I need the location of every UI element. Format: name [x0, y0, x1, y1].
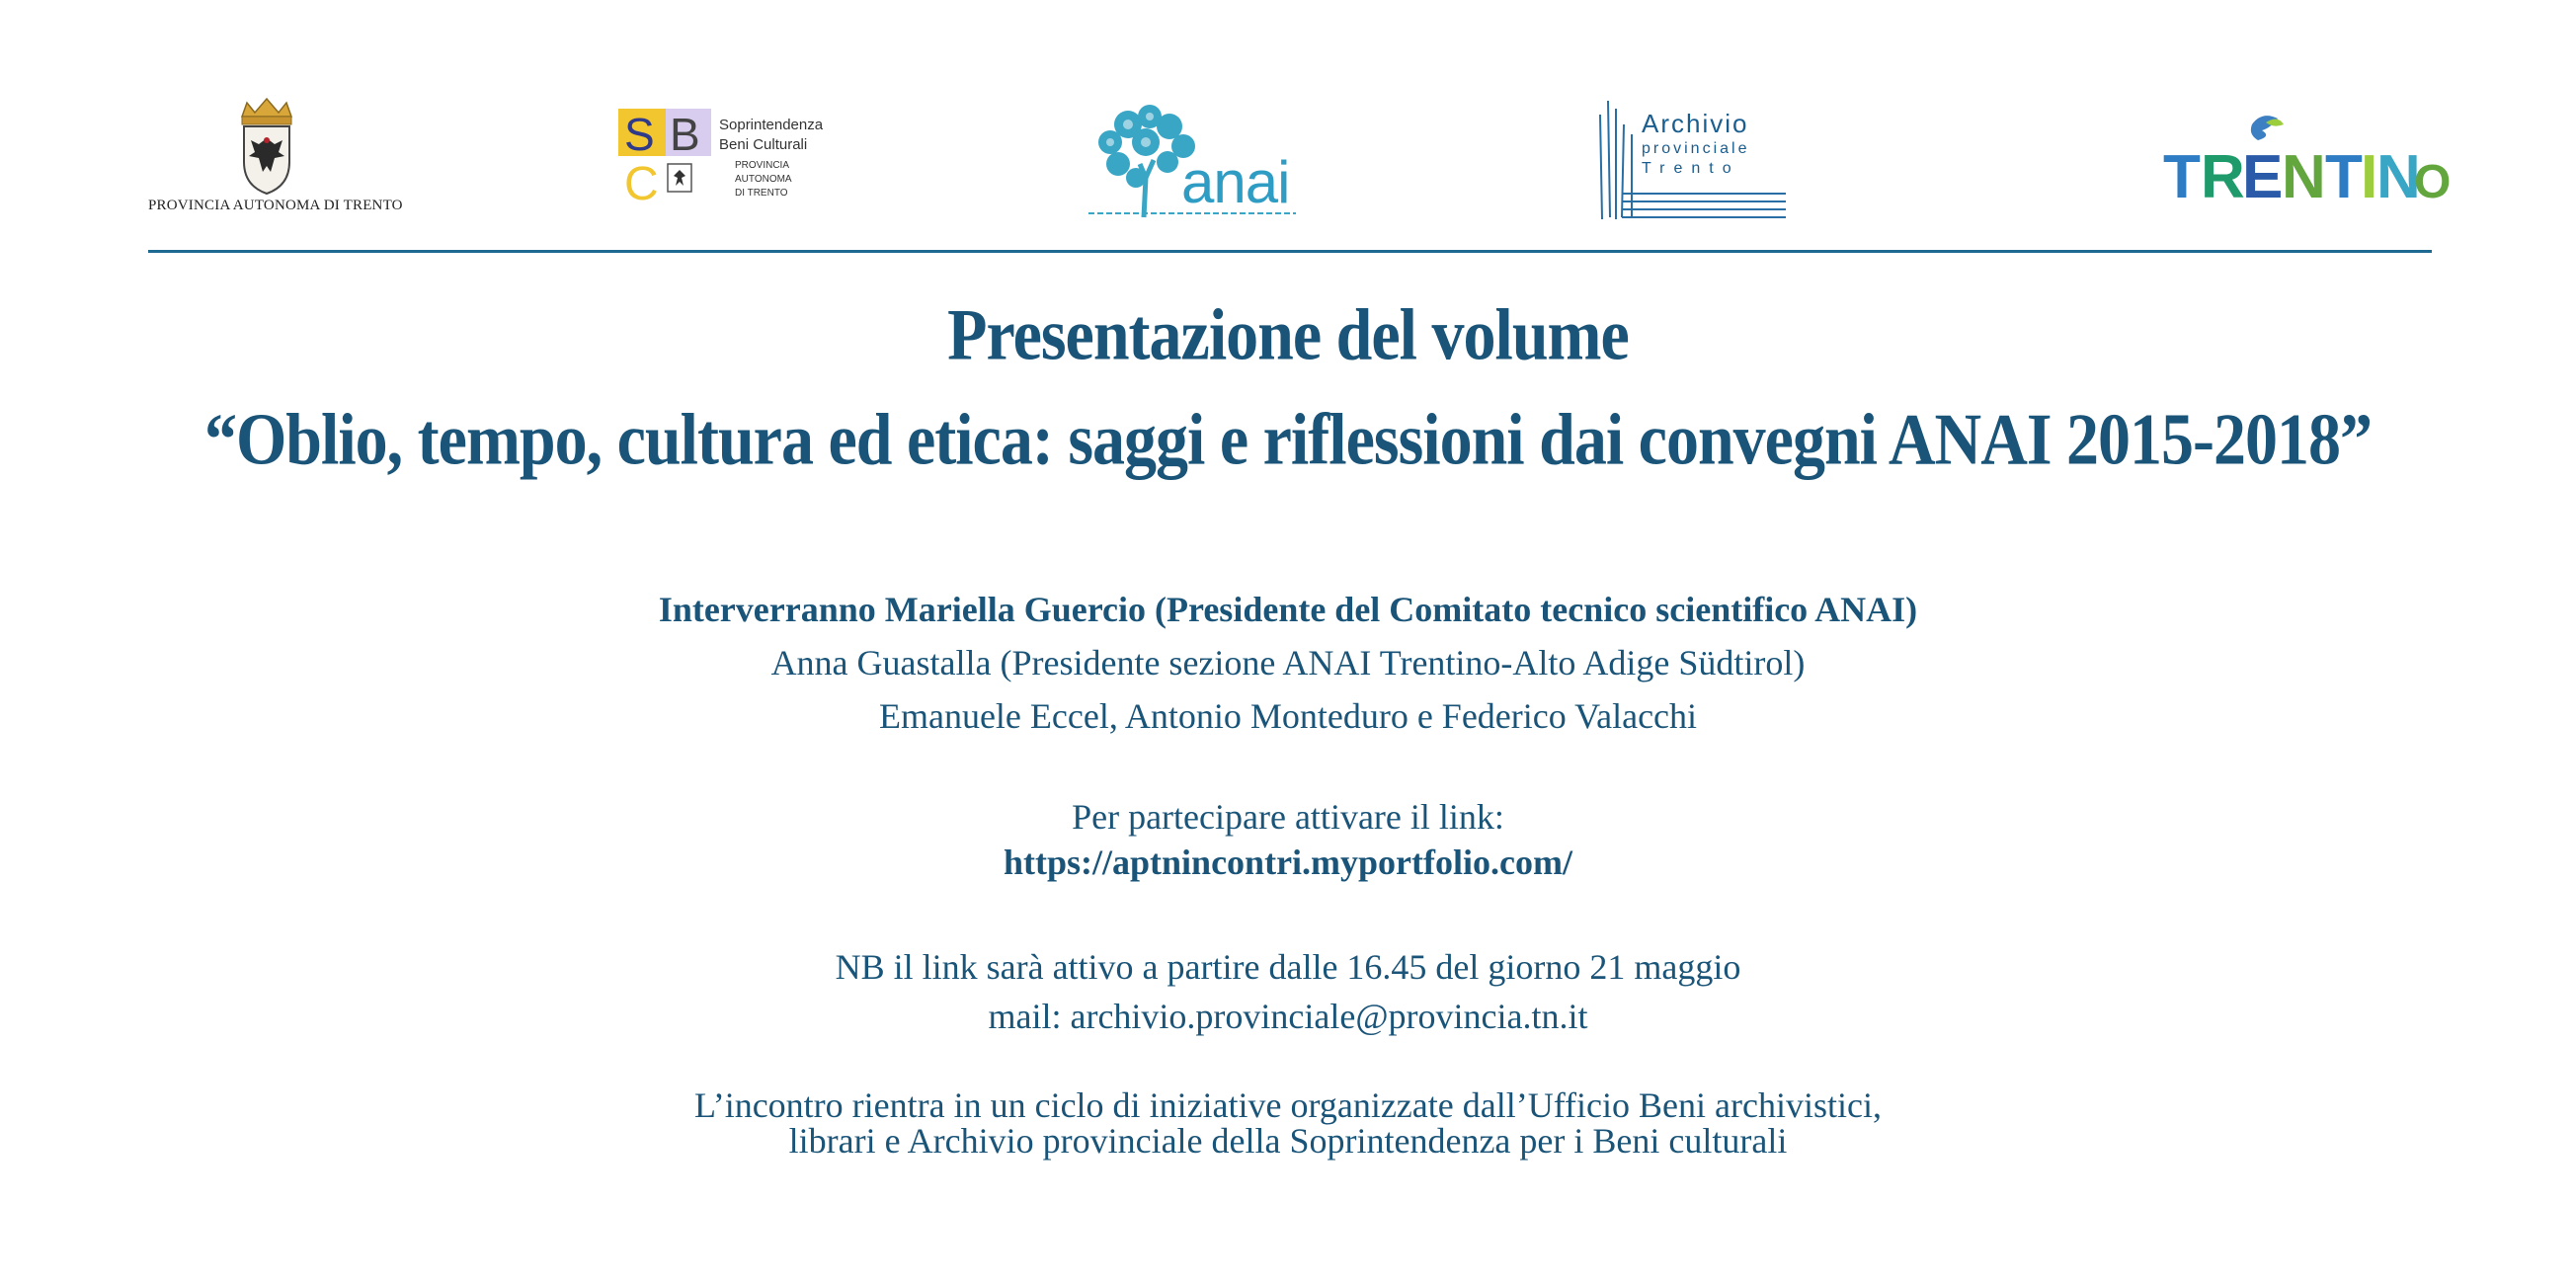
- sbc-sub1: PROVINCIA: [735, 160, 790, 171]
- archivio-line1: Archivio: [1642, 109, 1749, 138]
- butterfly-icon: [2163, 111, 2452, 211]
- coat-of-arms-icon: [148, 97, 385, 196]
- sbc-sub2: AUTONOMA: [735, 174, 792, 185]
- footer-line2: librari e Archivio provinciale della Soprintendenza per i Beni culturali: [788, 1121, 1788, 1161]
- archivio-line2: provinciale: [1642, 140, 1750, 157]
- participation-link[interactable]: https://aptnincontri.myportfolio.com/: [1004, 843, 1572, 882]
- header-divider: [148, 250, 2432, 253]
- trentino-logo: [2163, 111, 2452, 211]
- speakers-line1: Interverranno Mariella Guercio (Presidente del Comitato tecnico scientifico ANAI): [658, 590, 1918, 629]
- speakers-line3: Emanuele Eccel, Antonio Monteduro e Federico Valacchi: [878, 696, 1698, 736]
- svg-text:I: I: [2361, 143, 2378, 211]
- svg-text:T: T: [2325, 143, 2363, 211]
- svg-text:N: N: [2376, 143, 2421, 211]
- svg-text:T: T: [2163, 143, 2201, 211]
- sbc-line1: Soprintendenza: [719, 117, 824, 133]
- sbc-line2: Beni Culturali: [719, 136, 808, 153]
- svg-text:O: O: [2414, 156, 2452, 208]
- title-line2: “Oblio, tempo, cultura ed etica: saggi e riflessioni dai convegni ANAI 2015-2018”: [203, 399, 2373, 481]
- sbc-sub3: DI TRENTO: [735, 188, 788, 199]
- svg-text:E: E: [2242, 143, 2284, 211]
- anai-logo: [1088, 99, 1306, 221]
- soprintendenza-logo: [616, 103, 834, 211]
- svg-text:N: N: [2282, 143, 2326, 211]
- nb-note: NB il link sarà attivo a partire dalle 16.45 del giorno 21 maggio: [835, 947, 1741, 987]
- anai-name: anai: [1181, 149, 1290, 215]
- archivio-line3: Trento: [1642, 160, 1740, 177]
- svg-text:C: C: [624, 158, 659, 210]
- svg-text:S: S: [624, 109, 655, 160]
- sbc-monogram-icon: [616, 103, 715, 210]
- participation-label: Per partecipare attivare il link:: [1072, 797, 1504, 837]
- archivio-logo: [1592, 95, 1800, 223]
- provincia-caption: PROVINCIA AUTONOMA DI TRENTO: [148, 198, 403, 213]
- svg-text:R: R: [2201, 143, 2245, 211]
- title-line1: Presentazione del volume: [947, 294, 1629, 376]
- svg-text:B: B: [670, 109, 700, 160]
- provincia-autonoma-logo: [148, 97, 403, 219]
- speakers-line2: Anna Guastalla (Presidente sezione ANAI Trentino-Alto Adige Südtirol): [770, 643, 1806, 682]
- mail-contact[interactable]: mail: archivio.provinciale@provincia.tn.it: [988, 997, 1588, 1036]
- footer-line1: L’incontro rientra in un ciclo di iniziative organizzate dall’Ufficio Beni archivistici,: [694, 1085, 1882, 1125]
